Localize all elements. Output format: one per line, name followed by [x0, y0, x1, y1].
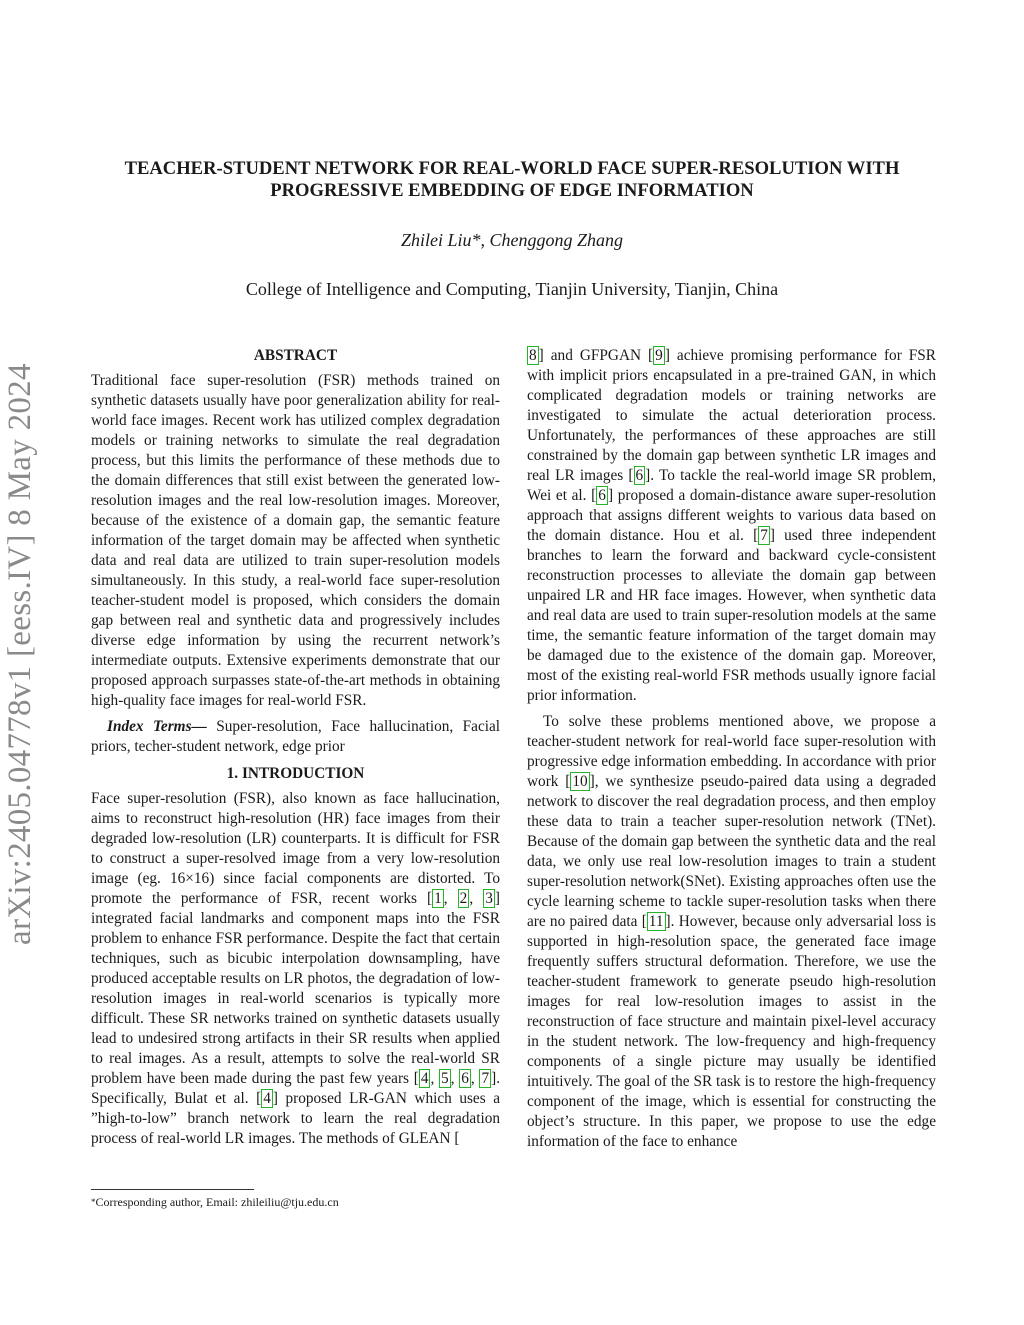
citation-link[interactable]: 6: [635, 467, 644, 484]
arxiv-identifier: arXiv:2405.04778v1 [eess.IV] 8 May 2024: [2, 363, 38, 945]
citation-link[interactable]: 6: [598, 487, 606, 504]
intro-text: ], we synthesize pseudo-paired data using a degraded network to discover the real degradation process, and then employ these data to train a teacher super-resolution network (TNet). Because of the domain gap between the synthetic data and the real data, we only use real low-resolution images to train a student super-resolution network(SNet). Existing approaches often use the cycle learning scheme to tackle super-resolution tasks when there are no paired data [: [527, 773, 936, 930]
intro-text: ]. To tackle the real-world image SR problem, Wei et al. [: [527, 467, 936, 504]
intro-text: ,: [450, 1070, 460, 1087]
intro-text: To solve these problems mentioned above, we propose a teacher-student network for real-world face super-resolution with progressive edge information embedding. In accordance with prior work [: [527, 713, 936, 790]
intro-text: Face super-resolution (FSR), also known as face hallucination, aims to reconstruct high-resolution (HR) face images from their degraded low-resolution (LR) counterparts. It is difficult for FSR to construct a super-resolved image from a very low-resolution image (eg. 16×16) since facial components are distorted. To promote the performance of FSR, recent works [: [91, 790, 500, 907]
abstract-heading: ABSTRACT: [253, 347, 338, 364]
intro-text: ] proposed LR-GAN which uses a ”high-to-low” branch network to learn the real degradation process of real-world LR images. The methods of GLEAN [: [91, 1090, 501, 1147]
citation-link[interactable]: 4: [263, 1090, 271, 1107]
affiliation: College of Intelligence and Computing, Tianjin University, Tianjin, China: [245, 279, 779, 299]
citation-link[interactable]: 1: [434, 890, 442, 907]
index-terms-text: Super-resolution, Face hallucination, Facial priors, techer-student network, edge prior: [91, 718, 501, 755]
intro-text: ] integrated facial landmarks and component maps into the FSR problem to enhance FSR performance. Despite the fact that certain techniques, such as bicubic interpolation downsampling, have produced acceptable results on LR photos, the degradation of low-resolution images in real-world scenarios is typically more difficult. These SR networks trained on synthetic datasets usually lead to undesired strong artifacts in their SR results when applied to real images. As a result, attempts to solve the real-world SR problem have been made during the past few years [: [91, 890, 500, 1087]
intro-text: ] achieve promising performance for FSR with implicit priors encapsulated in a pre-trained GAN, in which complicated degradation models or training networks are investigated to simulate the actual deterioration process. Unfortunately, the performances of these approaches are still constrained by the domain gap between synthetic LR images and real LR images [: [527, 347, 937, 484]
intro-paragraph-1: [91, 789, 500, 1149]
citation-link[interactable]: 5: [441, 1070, 449, 1087]
footnote: [91, 1195, 500, 1209]
citation-link[interactable]: 10: [572, 773, 588, 790]
footnote-text: Corresponding author, Email: zhileiliu@tju.edu.cn: [95, 1195, 339, 1209]
intro-text: ] used three independent branches to learn the forward and backward cycle-consistent reconstruction processes to alleviate the domain gap between unpaired LR and HR face images. However, when synthetic data and real data are used to train super-resolution models at the same time, the semantic feature information of the target domain may be damaged due to the existence of the domain gap. Moreover, most of the existing real-world FSR methods usually ignore facial prior information.: [527, 527, 936, 704]
footnote-mark: *: [91, 1197, 96, 1207]
intro-text: ]. However, because only adversarial loss is supported in high-resolution space, the generated face image frequently suffers structural deformation. Therefore, we use the teacher-student framework to generate pseudo high-resolution images for real low-resolution images to assist in the reconstruction of face structure and maintain pixel-level accuracy in the student network. The low-frequency and high-frequency components of a single picture may usually be identified intuitively. The goal of the SR task is to restore the high-frequency component of the image, which is essential for constructing the object’s structure. In this paper, we propose to use the edge information of the face to enhance: [527, 913, 936, 1150]
index-terms-label: Index Terms—: [107, 718, 207, 735]
intro-text: ,: [470, 1070, 480, 1087]
index-terms: [91, 717, 500, 757]
paper-title: TEACHER-STUDENT NETWORK FOR REAL-WORLD FACE SUPER-RESOLUTION WITH PROGRESSIVE EMBEDDING OF EDGE INFORMATION: [124, 158, 900, 201]
authors: Zhilei Liu*, Chenggong Zhang: [400, 230, 624, 250]
left-column: [91, 346, 500, 1149]
citation-link[interactable]: 4: [420, 1070, 429, 1087]
right-column: [527, 346, 936, 1152]
intro-text: ,: [443, 890, 458, 907]
abstract-text: Traditional face super-resolution (FSR) methods trained on synthetic datasets usually have poor generalization ability for real-world face images. Recent work has utilized complex degradation models or training networks to simulate the real degradation process, but this limits the performance of these methods due to the domain differences that still exist between the generated low-resolution images and the real low-resolution images. Moreover, because of the existence of a domain gap, the semantic feature information of the target domain may be affected when synthetic data and real data are utilized to train super-resolution models simultaneously. In this study, a real-world face super-resolution teacher-student model is proposed, which considers the domain gap between real and synthetic data and progressively includes diverse edge information by using the recurrent network’s intermediate outputs. Extensive experiments demonstrate that our proposed approach surpasses state-of-the-art methods in obtaining high-quality face images for real-world FSR.: [91, 372, 500, 709]
citation-link[interactable]: 8: [529, 347, 537, 364]
citation-link[interactable]: 3: [485, 890, 493, 907]
citation-link[interactable]: 9: [655, 347, 663, 364]
intro-text: ,: [430, 1070, 440, 1087]
citation-link[interactable]: 6: [461, 1070, 469, 1087]
intro-text: ] proposed a domain-distance aware super-resolution approach that assigns different weights to various data based on the domain distance. Hou et al. [: [527, 487, 936, 544]
intro-text: ,: [469, 890, 484, 907]
intro-paragraph-2: [527, 712, 936, 1152]
introduction-heading: 1. INTRODUCTION: [226, 765, 365, 782]
citation-link[interactable]: 7: [760, 527, 768, 544]
citation-link[interactable]: 2: [459, 890, 468, 907]
footnote-divider: [91, 1189, 254, 1190]
citation-link[interactable]: 11: [648, 913, 664, 930]
intro-text: ] and GFPGAN [: [538, 347, 654, 364]
citation-link[interactable]: 7: [481, 1070, 490, 1087]
intro-text: ]. Specifically, Bulat et al. [: [91, 1070, 501, 1107]
intro-paragraph-1-continued: [527, 346, 936, 706]
